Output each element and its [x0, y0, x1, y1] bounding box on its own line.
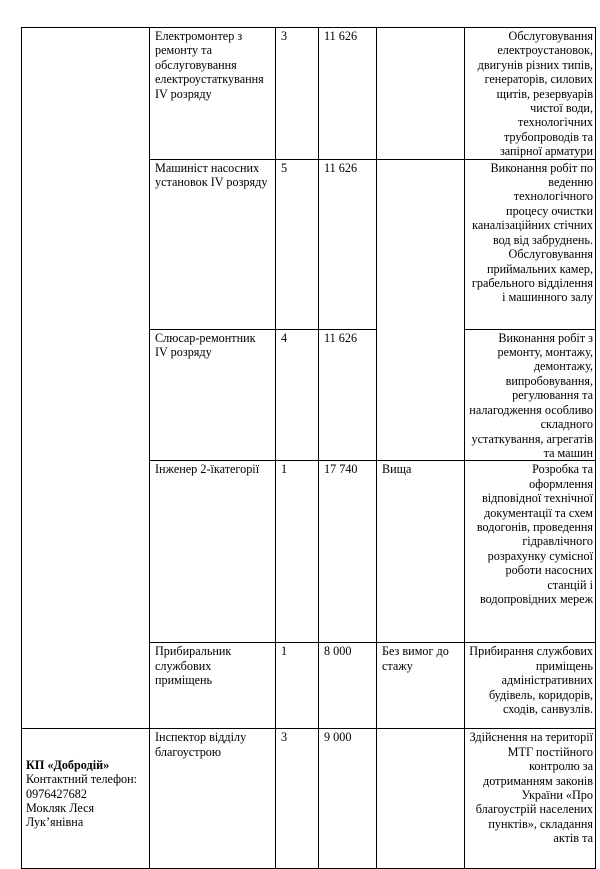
duties-cell: Обслуговування електроустановок, двигунів різних типів, генераторів, силових щитів, резервуарів чистої води, технологічних трубопроводів та запірної арматури	[465, 28, 596, 160]
salary-cell: 11 626	[319, 329, 377, 461]
requirements-cell	[377, 28, 465, 160]
vacancies-table	[21, 27, 596, 869]
salary-cell: 8 000	[319, 643, 377, 729]
table-row	[22, 28, 596, 160]
duties-cell: Виконання робіт з ремонту, монтажу, демонтажу, випробовування, регулювання та налагодження особливо складного устаткування, агрегатів та машин	[465, 329, 596, 461]
employer-cell-empty	[22, 28, 150, 729]
employer-contact-person: Мокляк Леся Лук’янівна	[26, 801, 95, 830]
count-cell: 4	[276, 329, 319, 461]
position-cell: Прибиральник службових приміщень	[150, 643, 276, 729]
employer-phone: Контактний телефон: 0976427682	[26, 772, 137, 801]
requirements-cell	[377, 159, 465, 461]
salary-cell: 11 626	[319, 159, 377, 329]
duties-cell: Розробка та оформлення відповідної технічної документації та схем водогонів, проведення гідравлічного розрахунку сумісної роботи насосних станцій і водопровідних мереж	[465, 461, 596, 643]
position-cell: Інженер 2-їкатегорії	[150, 461, 276, 643]
requirements-cell: Без вимог до стажу	[377, 643, 465, 729]
employer-info	[26, 758, 144, 830]
duties-cell: Прибирання службових приміщень адміністративних будівель, коридорів, сходів, санвузлів.	[465, 643, 596, 729]
duties-cell: Здійснення на території МТГ постійного контролю за дотриманням законів України «Про благоустрій населених пунктів», складання актів та	[465, 729, 596, 869]
employer-name: КП «Добродій»	[26, 757, 110, 772]
count-cell: 3	[276, 729, 319, 869]
count-cell: 5	[276, 159, 319, 329]
count-cell: 1	[276, 461, 319, 643]
salary-cell: 17 740	[319, 461, 377, 643]
duties-cell: Виконання робіт по веденню технологічного процесу очистки каналізаційних стічних вод від забруднень. Обслуговування приймальних камер, грабельного відділення і машинного залу	[465, 159, 596, 329]
salary-cell: 9 000	[319, 729, 377, 869]
salary-cell: 11 626	[319, 28, 377, 160]
position-cell: Машиніст насосних установок IV розряду	[150, 159, 276, 329]
position-cell: Електромонтер з ремонту та обслуговування електроустаткування IV розряду	[150, 28, 276, 160]
requirements-cell: Вища	[377, 461, 465, 643]
position-cell: Слюсар-ремонтник IV розряду	[150, 329, 276, 461]
count-cell: 1	[276, 643, 319, 729]
document-page	[21, 27, 595, 848]
count-cell: 3	[276, 28, 319, 160]
position-cell: Інспектор відділу благоустрою	[150, 729, 276, 869]
